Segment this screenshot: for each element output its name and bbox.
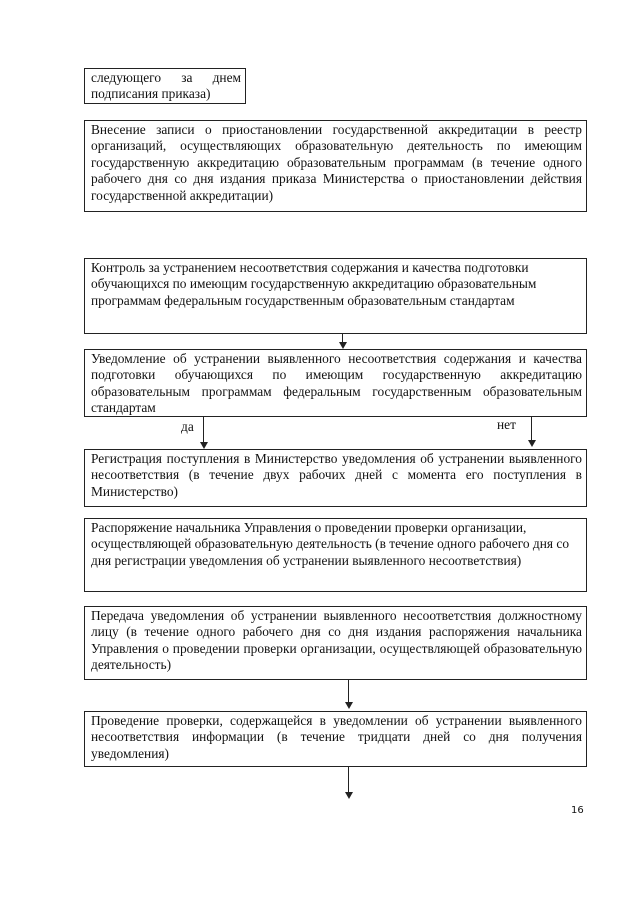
flow-step-text: Регистрация поступления в Министерство уведомления об устранении выявленного несоответствия (в течение двух рабочих дней с момента его поступления в Министерство) [91,451,582,499]
connector-line [348,767,349,793]
flow-step-text: Проведение проверки, содержащейся в уведомлении об устранении выявленного несоответствия информации (в течение тридцати дней со дня получения уведомления) [91,713,582,761]
arrow-head [339,342,347,349]
arrow-head-yes [200,442,208,449]
flow-step-registry-entry [84,120,587,212]
flow-step-elimination-notice [84,349,587,417]
connector-line-no [531,417,532,441]
flow-step-text: Контроль за устранением несоответствия содержания и качества подготовки обучающихся по имеющим государственную аккредитацию образовательным программам федеральным государственным образовательным стандартам [91,260,537,308]
arrow-head [345,792,353,799]
arrow-head-no [528,440,536,447]
connector-line [348,680,349,703]
branch-label-yes: да [181,419,194,434]
arrow-head [345,702,353,709]
flow-step-notice-registration [84,449,587,507]
flow-step-inspection-order [84,518,587,592]
flow-step-text: Уведомление об устранении выявленного несоответствия содержания и качества подготовки обучающихся по имеющим государственную аккредитацию образовательным программам федеральным государственным образовательным стандартам [91,351,582,416]
flow-step-notice-transfer [84,606,587,680]
flow-step-inspection [84,711,587,767]
flow-step-text: Внесение записи о приостановлении государственной аккредитации в реестр организаций, осуществляющих образовательную деятельность по имеющим государственную аккредитацию образовательным программам (в течение одного рабочего дня со дня издания приказа Министерства о приостановлении действия государственной аккредитации) [91,122,582,203]
flow-step-text: Распоряжение начальника Управления о проведении проверки организации, осуществляющей образовательную деятельность (в течение одного рабочего дня со дня регистрации уведомления об устранении выявленного несоответствия) [91,520,570,568]
connector-line-yes [203,417,204,443]
flow-step-compliance-control [84,258,587,334]
page-number: 16 [571,805,584,816]
flow-step-order-signing-tail [84,68,246,104]
flow-step-text: Передача уведомления об устранении выявленного несоответствия должностному лицу (в течение одного рабочего дня со дня издания распоряжения начальника Управления о проведении проверки организации, осуществляющей образовательную деятельность) [91,608,582,673]
flow-step-text: следующего за днем подписания приказа) [91,70,241,102]
branch-label-no: нет [497,417,516,432]
connector-line [342,334,343,342]
